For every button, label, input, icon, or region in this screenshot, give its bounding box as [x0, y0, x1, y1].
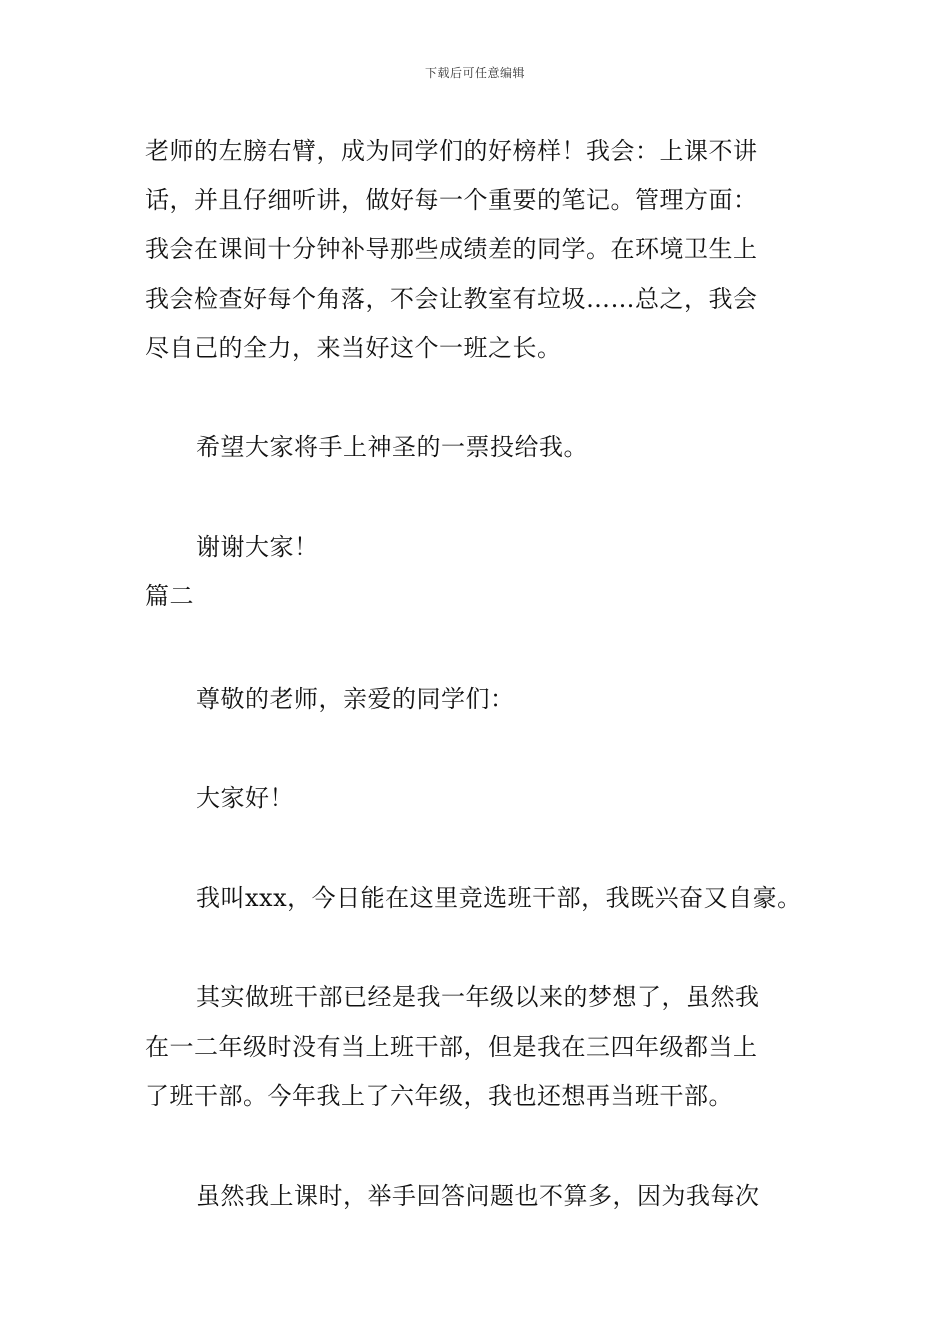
page-header-note: 下载后可任意编辑: [424, 66, 525, 80]
paragraph-line: 尊敬的老师，亲爱的同学们：: [196, 685, 515, 713]
paragraph-line: 老师的左膀右臂，成为同学们的好榜样！我会：上课不讲: [145, 137, 758, 165]
paragraph-line: 希望大家将手上神圣的一票投给我。: [196, 433, 588, 461]
paragraph-line: 其实做班干部已经是我一年级以来的梦想了，虽然我: [196, 983, 760, 1011]
paragraph-line: 我会在课间十分钟补导那些成绩差的同学。在环境卫生上: [145, 235, 758, 263]
paragraph-line: 话，并且仔细听讲，做好每一个重要的笔记。管理方面：: [145, 186, 758, 214]
paragraph-line: 大家好！: [196, 784, 294, 812]
paragraph-line: 尽自己的全力，来当好这个一班之长。: [145, 334, 562, 362]
paragraph-line: 虽然我上课时，举手回答问题也不算多，因为我每次: [196, 1182, 760, 1210]
paragraph-line: 了班干部。今年我上了六年级，我也还想再当班干部。: [145, 1082, 733, 1110]
section-heading: 篇二: [145, 582, 194, 610]
paragraph-line: 我会检查好每个角落，不会让教室有垃圾……总之，我会: [145, 285, 758, 313]
paragraph-line: 我叫xxx，今日能在这里竞选班干部，我既兴奋又自豪。: [196, 884, 802, 912]
paragraph-line: 在一二年级时没有当上班干部，但是我在三四年级都当上: [145, 1033, 758, 1061]
paragraph-line: 谢谢大家！: [196, 533, 319, 561]
